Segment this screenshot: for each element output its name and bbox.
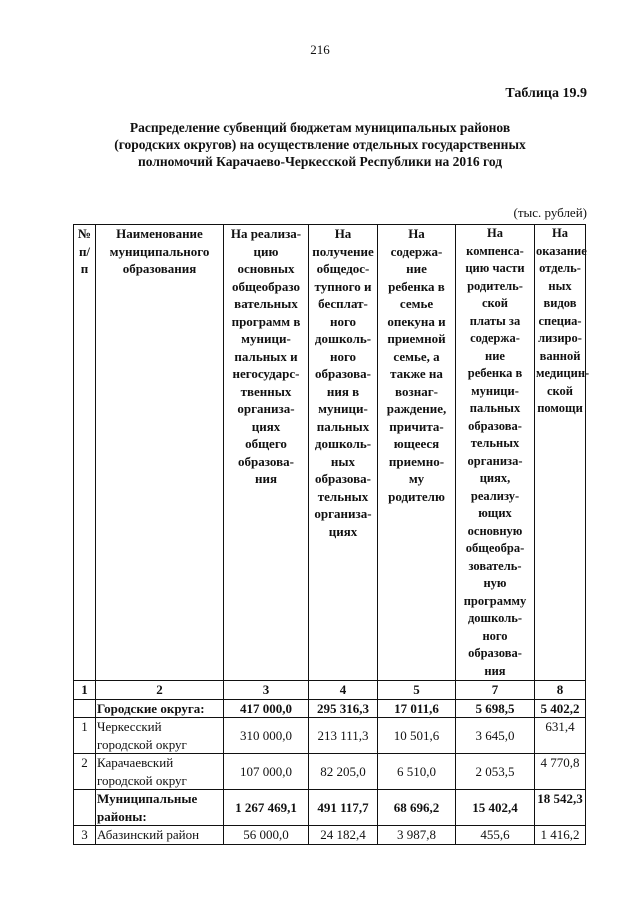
header-col-4: На получение общедос- тупного и бесплат- ного дошколь- ного образова- ния в муници- пальных дошколь- ных образова- тельных организа- циях [309, 225, 378, 681]
subvention-table [73, 224, 590, 845]
header-name: Наименование муниципального образования [96, 225, 224, 681]
cell-col-5: 10 501,6 [378, 718, 456, 754]
column-number: 7 [456, 681, 535, 700]
cell-col-4: 82 205,0 [309, 754, 378, 790]
cell-col-3: 56 000,0 [224, 826, 309, 845]
column-number: 1 [74, 681, 96, 700]
header-no: № п/ п [74, 225, 96, 681]
cell-col-7: 2 053,5 [456, 754, 535, 790]
cell-col-3: 107 000,0 [224, 754, 309, 790]
header-col-8: На оказание отдель- ных видов специа- лизиро- ванной медицин- ской помощи [535, 225, 586, 681]
cell-col-8: 631,4 [535, 718, 586, 754]
document-title [60, 119, 580, 170]
units-label: (тыс. рублей) [513, 205, 587, 220]
column-number: 2 [96, 681, 224, 700]
cell-col-8: 4 770,8 [535, 754, 586, 790]
column-number: 4 [309, 681, 378, 700]
table-row [74, 790, 586, 826]
cell-col-5: 17 011,6 [378, 699, 456, 718]
cell-col-4: 295 316,3 [309, 699, 378, 718]
table-row [74, 699, 586, 718]
cell-col-7: 15 402,4 [456, 790, 535, 826]
row-index: 3 [74, 826, 96, 845]
cell-col-3: 417 000,0 [224, 699, 309, 718]
row-index: 1 [74, 718, 96, 754]
column-number-row [74, 681, 586, 700]
table-row [74, 718, 586, 754]
cell-col-8: 1 416,2 [535, 826, 586, 845]
column-number: 8 [535, 681, 586, 700]
table-row [74, 826, 586, 845]
cell-col-8: 5 402,2 [535, 699, 586, 718]
page-number: 216 [310, 42, 330, 57]
cell-col-4: 491 117,7 [309, 790, 378, 826]
cell-col-8: 18 542,3 [535, 790, 586, 826]
cell-col-7: 455,6 [456, 826, 535, 845]
title-line: полномочий Карачаево-Черкесской Республики на 2016 год [137, 154, 503, 169]
row-name: Абазинский район [96, 826, 224, 845]
table-label: Таблица 19.9 [505, 86, 587, 101]
title-line: (городских округов) на осуществление отдельных государственных [114, 137, 526, 152]
cell-col-7: 3 645,0 [456, 718, 535, 754]
row-name: Карачаевский городской округ [96, 754, 224, 790]
header-col-7: На компенса- цию части родитель- ской платы за содержа- ние ребенка в муници- пальных образова- тельных организа- циях, реализу- ющих основную общеобра- зователь- ную программу дошколь- ного образова- ния [456, 225, 535, 681]
row-name: Муниципальные районы: [96, 790, 224, 826]
cell-col-5: 68 696,2 [378, 790, 456, 826]
cell-col-7: 5 698,5 [456, 699, 535, 718]
row-name: Городские округа: [96, 699, 224, 718]
cell-col-3: 310 000,0 [224, 718, 309, 754]
row-name: Черкесский городской округ [96, 718, 224, 754]
header-row [74, 225, 586, 681]
header-col-5: На содержа- ние ребенка в семье опекуна и приемной семье, а также на вознаг- раждение, причита- ющееся приемно- му родителю [378, 225, 456, 681]
row-index: 2 [74, 754, 96, 790]
column-number: 5 [378, 681, 456, 700]
header-col-3: На реализа- цию основных общеобразо вательных программ в муници- пальных и негосударс- твенных организа- циях общего образова- ния [224, 225, 309, 681]
cell-col-5: 6 510,0 [378, 754, 456, 790]
cell-col-4: 213 111,3 [309, 718, 378, 754]
cell-col-4: 24 182,4 [309, 826, 378, 845]
cell-col-5: 3 987,8 [378, 826, 456, 845]
row-index [74, 790, 96, 826]
table-row [74, 754, 586, 790]
cell-col-3: 1 267 469,1 [224, 790, 309, 826]
row-index [74, 699, 96, 718]
title-line: Распределение субвенций бюджетам муниципальных районов [129, 120, 511, 135]
column-number: 3 [224, 681, 309, 700]
